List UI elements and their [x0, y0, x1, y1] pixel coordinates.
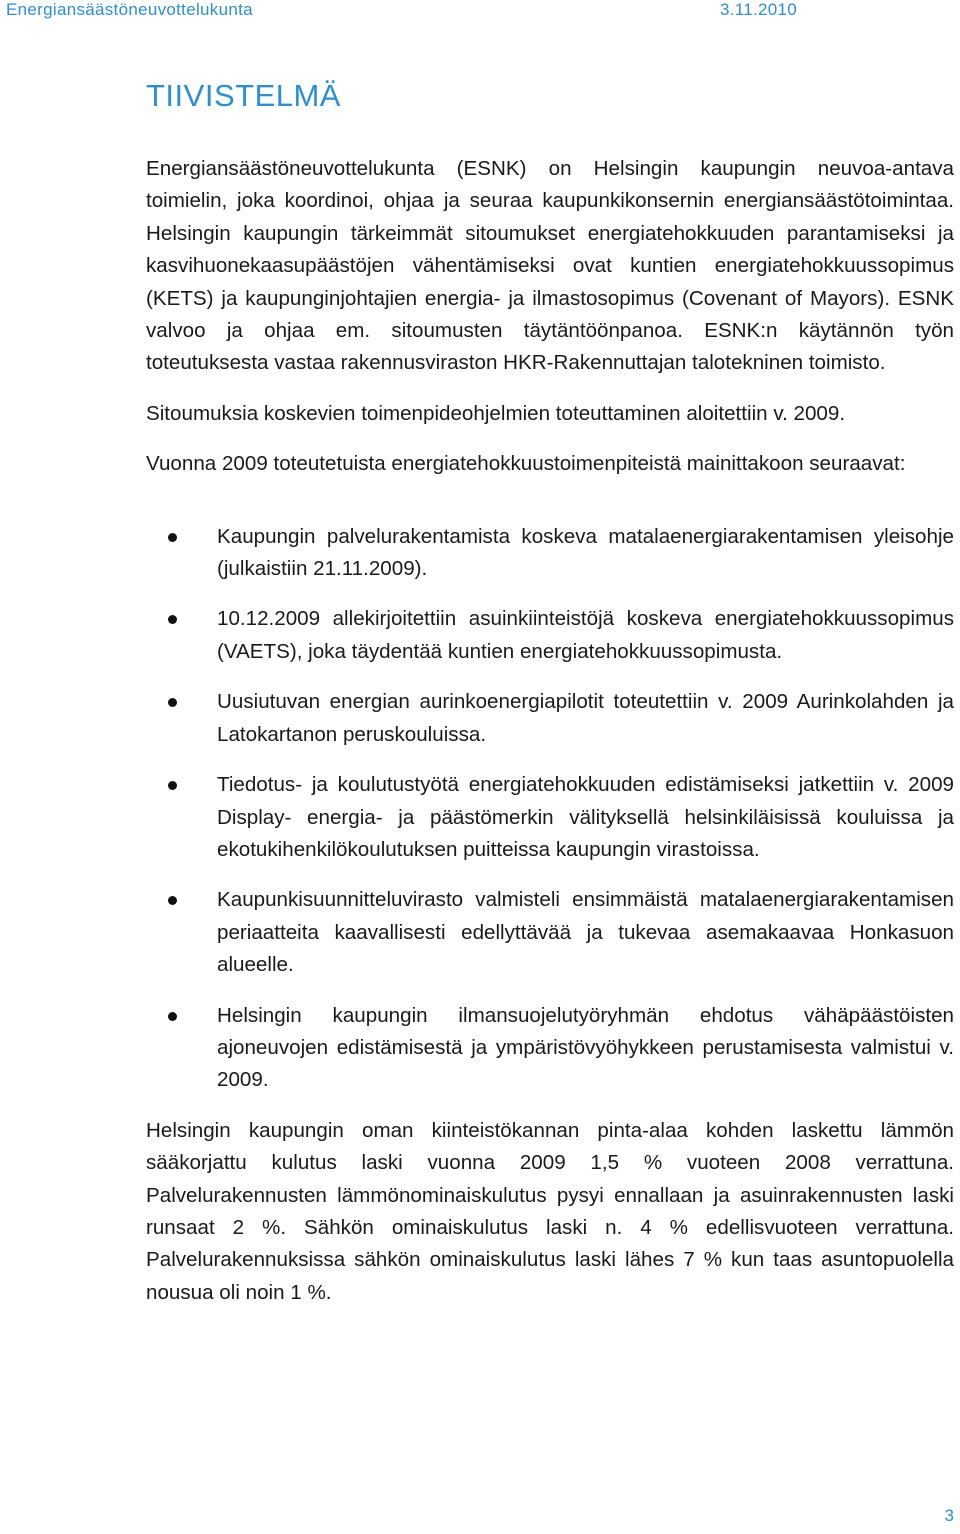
document-body	[146, 153, 954, 1327]
list-item	[146, 769, 954, 866]
list-item	[146, 603, 954, 668]
page-header	[6, 0, 954, 22]
page-number: 3	[944, 1506, 954, 1525]
bullet-icon	[168, 698, 177, 707]
measures-intro-paragraph: Vuonna 2009 toteutetuista energiatehokkuustoimenpiteistä mainittakoon seuraavat:	[146, 452, 906, 476]
bullet-icon	[168, 896, 177, 905]
page-title: TIIVISTELMÄ	[146, 78, 341, 113]
list-item	[146, 521, 954, 586]
list-item	[146, 1000, 954, 1097]
program-start-paragraph: Sitoumuksia koskevien toimenpideohjelmien toteuttaminen aloitettiin v. 2009.	[146, 401, 846, 425]
intro-paragraph: Energiansäästöneuvottelukunta (ESNK) on Helsingin kaupungin neuvoa-antava toimielin, joka koordinoi, ohjaa ja seuraa kaupunkikonsernin energiansäästötoimintaa. Helsingin kaupungin tärkeimmät sitoumukset energiatehokkuuden parantamiseksi ja kasvihuonekaasupäästöjen vähentämiseksi ovat kuntien energiatehokkuussopimus (KETS) ja kaupunginjohtajien energia- ja ilmastosopimus (Covenant of Mayors). ESNK valvoo ja ohjaa em. sitoumusten täytäntöönpanoa. ESNK:n käytännön työn toteutuksesta vastaa rakennusviraston HKR-Rakennuttajan talotekninen toimisto.	[146, 157, 954, 375]
list-item	[146, 686, 954, 751]
list-item	[146, 884, 954, 981]
list-item-text: Uusiutuvan energian aurinkoenergiapilotit toteutettiin v. 2009 Aurinkolahden ja Latokartanon peruskouluissa.	[217, 690, 954, 746]
list-item-text: Kaupunkisuunnitteluvirasto valmisteli ensimmäistä matalaenergiarakentamisen periaatteita kaavallisesti edellyttävää ja tukevaa asemakaavaa Honkasuon alueelle.	[217, 888, 954, 977]
bullet-icon	[168, 781, 177, 790]
header-date: 3.11.2010	[720, 0, 798, 19]
list-item-text: 10.12.2009 allekirjoitettiin asuinkiinteistöjä koskeva energiatehokkuussopimus (VAETS), joka täydentää kuntien energiatehokkuussopimusta.	[217, 607, 954, 663]
header-title: Energiansäästöneuvottelukunta	[6, 0, 253, 19]
list-item-text: Tiedotus- ja koulutustyötä energiatehokkuuden edistämiseksi jatkettiin v. 2009 Display- energia- ja päästömerkin välityksellä helsinkiläisissä kouluissa ja ekotukihenkilökoulutuksen puitteissa kaupungin virastoissa.	[217, 773, 954, 861]
bullet-icon	[168, 615, 177, 624]
measures-list	[146, 521, 954, 1097]
list-item-text: Helsingin kaupungin ilmansuojelutyöryhmän ehdotus vähäpäästöisten ajoneuvojen edistämisestä ja ympäristövyöhykkeen perustamisesta valmistui v. 2009.	[217, 1003, 954, 1092]
consumption-paragraph: Helsingin kaupungin oman kiinteistökannan pinta-alaa kohden laskettu lämmön sääkorjattu kulutus laski vuonna 2009 1,5 % vuoteen 2008 verrattuna. Palvelurakennusten lämmönominaiskulutus pysyi ennallaan ja asuinrakennusten laski runsaat 2 %. Sähkön ominaiskulutus laski n. 4 % edellisvuoteen verrattuna. Palvelurakennuksissa sähkön ominaiskulutus laski lähes 7 % kun taas asuntopuolella nousua oli noin 1 %.	[146, 1118, 954, 1304]
bullet-icon	[168, 1012, 177, 1021]
bullet-icon	[168, 533, 177, 542]
list-item-text: Kaupungin palvelurakentamista koskeva matalaenergiarakentamisen yleisohje (julkaistiin 21.11.2009).	[217, 524, 954, 581]
